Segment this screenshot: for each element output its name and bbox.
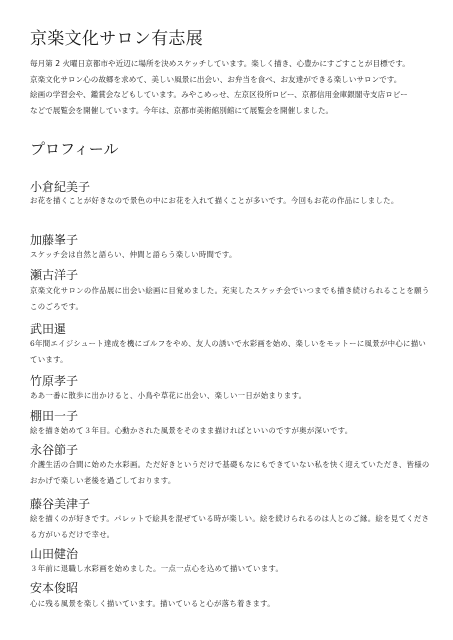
profile-description: ああ一番に散歩に出かけると、小鳥や草花に出会い、楽しい一日が始まります。 <box>30 391 307 400</box>
profile-section-title: プロフィール <box>30 140 119 158</box>
profile-description: 絵を描き始めて３年目。心動かされた風景をそのまま描ければといいのですが奥が深いです。 <box>30 426 353 435</box>
profile-name: 加藤峯子 <box>30 233 79 247</box>
profile-name: 藤谷美津子 <box>30 497 91 511</box>
profile-description: スケッチ会は自然と語らい、仲間と語らう楽しい時間です。 <box>30 250 237 259</box>
profile-description: 介護生活の合間に始めた水彩画。ただ好きというだけで基礎もなにもできていない私を快く迎えていただき、皆様のおかげで楽しい老後を過ごしております。 <box>30 460 430 485</box>
profile-name: 山田健治 <box>30 547 79 561</box>
profile-name: 安本俊昭 <box>30 581 79 595</box>
profile-description: ３年前に退職し水彩画を始めました。一点一点心を込めて描いています。 <box>30 564 284 573</box>
page-title: 京楽文化サロン有志展 <box>30 29 203 49</box>
profile-description: 京楽文化サロンの作品展に出会い絵画に目覚めました。充実したスケッチ会でいつまでも描き続けられることを願うこのごろです。 <box>30 286 430 311</box>
profile-description: 6年間エイジシュート達成を機にゴルフをやめ、友人の誘いで水彩画を始め、楽しいをモットーに風景が中心に描いています。 <box>30 339 427 364</box>
intro-line: 絵画の学習会や、鑑賞会などもしています。みやこめっせ、左京区役所ロビー、京都信用金庫銀閣寺支店ロビー <box>30 90 408 99</box>
intro-paragraph <box>30 56 430 118</box>
profile-description: 心に残る風景を楽しく描いています。描いていると心が落ち着きます。 <box>30 599 275 608</box>
intro-line: などで展覧会を開催しています。今年は、京都市美術館別館にて展覧会を開催しました。 <box>30 105 334 115</box>
profile-name: 竹原孝子 <box>30 374 79 388</box>
profile-name: 棚田一子 <box>30 409 79 423</box>
profile-name: 永谷節子 <box>30 443 79 457</box>
profile-name: 武田暹 <box>30 322 67 336</box>
profile-description: お花を描くことが好きなので景色の中にお花を入れて描くことが多いです。今回もお花の作品にしました。 <box>30 196 399 205</box>
intro-line: 京楽文化サロン心の故郷を求めて、美しい風景に出会い、お弁当を食べ、お友達ができる楽しいサロンです。 <box>30 74 402 84</box>
profile-name: 瀬古洋子 <box>30 268 79 282</box>
intro-line: 毎月第 2 火曜日京都市や近辺に場所を決めスケッチしています。楽しく描き、心豊かにすごすことが目標です。 <box>30 59 410 68</box>
profile-description: 絵を描くのが好きです。パレットで絵具を混ぜている時が楽しい。絵を続けられるのは人とのご縁。絵を見てくださる方がいるだけで幸せ。 <box>30 514 430 539</box>
profile-name: 小倉紀美子 <box>30 180 91 194</box>
